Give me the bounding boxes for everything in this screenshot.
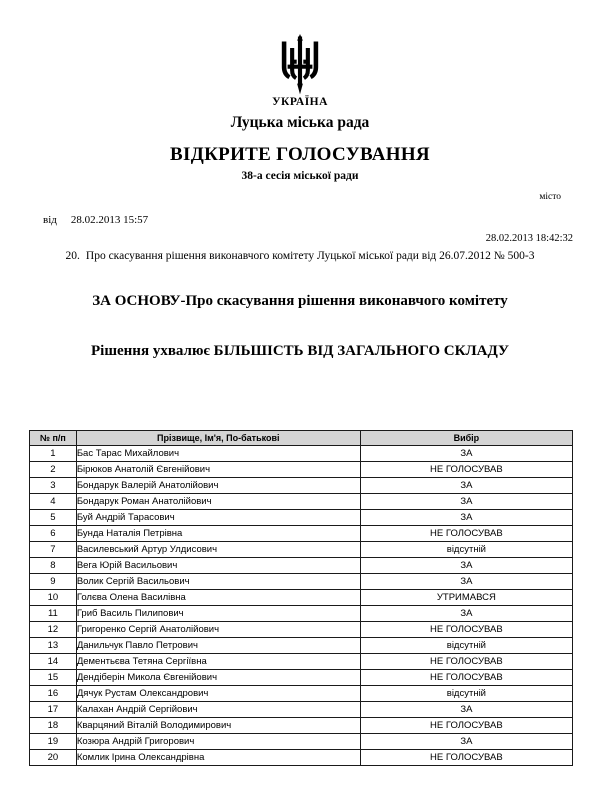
table-row <box>30 638 573 654</box>
row-number: 5 <box>30 510 77 526</box>
country-label: УКРАЇНА <box>272 96 328 108</box>
deputy-name: Кварцяний Віталій Володимирович <box>76 718 360 734</box>
row-number: 15 <box>30 670 77 686</box>
table-row <box>30 654 573 670</box>
session-subtitle: 38-а сесія міської ради <box>241 170 359 182</box>
deputy-name: Дендіберін Микола Євгенійович <box>76 670 360 686</box>
city-label: місто <box>539 192 561 202</box>
vote-value: НЕ ГОЛОСУВАВ <box>360 462 572 478</box>
deputy-name: Григоренко Сергій Анатолійович <box>76 622 360 638</box>
table-row <box>30 558 573 574</box>
column-header-name: Прізвище, Ім'я, По-батькові <box>76 431 360 446</box>
row-number: 20 <box>30 750 77 766</box>
table-header <box>30 431 573 446</box>
vote-value: НЕ ГОЛОСУВАВ <box>360 622 572 638</box>
vote-value: відсутній <box>360 542 572 558</box>
row-number: 10 <box>30 590 77 606</box>
deputy-name: Дементьєва Тетяна Сергіївна <box>76 654 360 670</box>
council-name: Луцька міська рада <box>230 114 370 131</box>
table-body <box>30 446 573 766</box>
agenda-question <box>47 249 553 263</box>
vote-value: ЗА <box>360 494 572 510</box>
deputy-name: Голєва Олена Василівна <box>76 590 360 606</box>
agenda-question-number: 20. <box>65 250 80 262</box>
table-row <box>30 718 573 734</box>
vote-value: НЕ ГОЛОСУВАВ <box>360 670 572 686</box>
deputy-name: Бондарук Валерій Анатолійович <box>76 478 360 494</box>
deputy-name: Волик Сергій Васильович <box>76 574 360 590</box>
table-row <box>30 750 573 766</box>
deputy-name: Калахан Андрій Сергійович <box>76 702 360 718</box>
column-header-number: № п/п <box>30 431 77 446</box>
deputy-name: Бірюков Анатолій Євгенійович <box>76 462 360 478</box>
vote-value: УТРИМАВСЯ <box>360 590 572 606</box>
row-number: 18 <box>30 718 77 734</box>
deputy-name: Василевський Артур Улдисович <box>76 542 360 558</box>
table-row <box>30 686 573 702</box>
vote-value: НЕ ГОЛОСУВАВ <box>360 750 572 766</box>
vote-value: відсутній <box>360 638 572 654</box>
table-row <box>30 702 573 718</box>
row-number: 3 <box>30 478 77 494</box>
from-datetime-line <box>43 214 148 226</box>
vote-value: НЕ ГОЛОСУВАВ <box>360 654 572 670</box>
table-row <box>30 606 573 622</box>
vote-value: відсутній <box>360 686 572 702</box>
voting-results-table <box>29 430 573 766</box>
vote-value: ЗА <box>360 558 572 574</box>
row-number: 11 <box>30 606 77 622</box>
table-row <box>30 462 573 478</box>
table-row <box>30 542 573 558</box>
row-number: 6 <box>30 526 77 542</box>
table-row <box>30 510 573 526</box>
from-datetime-value: 28.02.2013 15:57 <box>70 214 149 226</box>
table-row <box>30 574 573 590</box>
decision-rule-statement: Рішення ухвалює БІЛЬШІСТЬ ВІД ЗАГАЛЬНОГО СКЛАДУ <box>91 343 509 359</box>
vote-value: ЗА <box>360 510 572 526</box>
table-row <box>30 590 573 606</box>
deputy-name: Данильчук Павло Петрович <box>76 638 360 654</box>
row-number: 9 <box>30 574 77 590</box>
row-number: 2 <box>30 462 77 478</box>
row-number: 17 <box>30 702 77 718</box>
table-row <box>30 670 573 686</box>
from-label: від <box>43 214 57 226</box>
vote-value: ЗА <box>360 446 572 462</box>
row-number: 1 <box>30 446 77 462</box>
deputy-name: Бунда Наталія Петрівна <box>76 526 360 542</box>
deputy-name: Вега Юрій Васильович <box>76 558 360 574</box>
deputy-name: Дячук Рустам Олександрович <box>76 686 360 702</box>
table-row <box>30 494 573 510</box>
table-row <box>30 526 573 542</box>
vote-value: ЗА <box>360 734 572 750</box>
page-title: ВІДКРИТЕ ГОЛОСУВАННЯ <box>170 144 430 165</box>
agenda-question-text: Про скасування рішення виконавчого комітету Луцької міської ради від 26.07.2012 № 500-3 <box>85 250 535 262</box>
row-number: 13 <box>30 638 77 654</box>
row-number: 7 <box>30 542 77 558</box>
row-number: 16 <box>30 686 77 702</box>
vote-value: ЗА <box>360 478 572 494</box>
deputy-name: Бондарук Роман Анатолійович <box>76 494 360 510</box>
deputy-name: Бас Тарас Михайлович <box>76 446 360 462</box>
column-header-vote: Вибір <box>360 431 572 446</box>
table-row <box>30 734 573 750</box>
table-row <box>30 478 573 494</box>
deputy-name: Комлик Ірина Олександрівна <box>76 750 360 766</box>
deputy-name: Гриб Василь Пилипович <box>76 606 360 622</box>
printed-timestamp: 28.02.2013 18:42:32 <box>485 233 573 244</box>
vote-value: ЗА <box>360 574 572 590</box>
row-number: 19 <box>30 734 77 750</box>
table-header-row <box>30 431 573 446</box>
row-number: 8 <box>30 558 77 574</box>
row-number: 12 <box>30 622 77 638</box>
vote-value: НЕ ГОЛОСУВАВ <box>360 718 572 734</box>
motion-statement: ЗА ОСНОВУ-Про скасування рішення виконавчого комітету <box>92 293 508 309</box>
deputy-name: Буй Андрій Тарасович <box>76 510 360 526</box>
vote-value: НЕ ГОЛОСУВАВ <box>360 526 572 542</box>
vote-value: ЗА <box>360 702 572 718</box>
table-row <box>30 622 573 638</box>
vote-value: ЗА <box>360 606 572 622</box>
deputy-name: Козюра Андрій Григорович <box>76 734 360 750</box>
ukrainian-trident-icon <box>0 34 600 101</box>
row-number: 14 <box>30 654 77 670</box>
row-number: 4 <box>30 494 77 510</box>
table-row <box>30 446 573 462</box>
